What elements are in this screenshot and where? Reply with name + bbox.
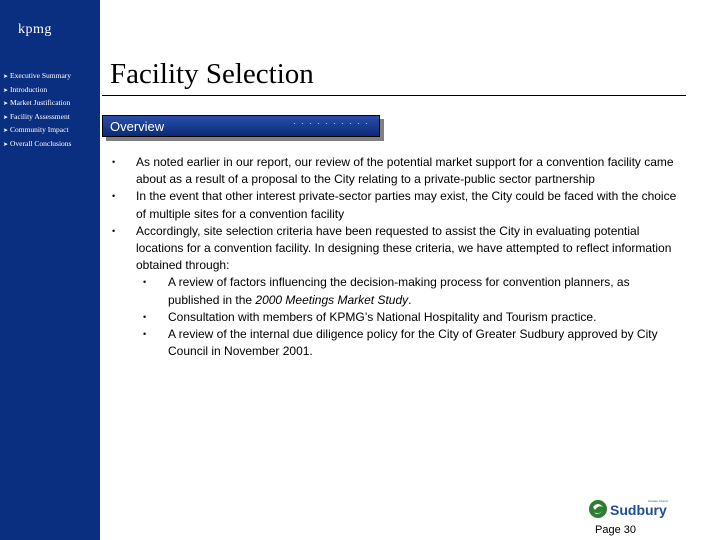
page-number: Page 30 — [595, 524, 636, 536]
sidebar-item-facility-assessment[interactable] — [3, 111, 71, 125]
sidebar-item-label: Executive Summary — [10, 71, 72, 80]
sub-bullet-text: A review of the internal due diligence policy for the City of Greater Sudbury approved by City Council in November 2001. — [168, 327, 658, 359]
arrow-icon: ➤ — [3, 141, 9, 148]
title-divider — [102, 95, 686, 96]
sub-bullet-item — [110, 309, 680, 326]
bullet-item — [110, 223, 680, 275]
arrow-icon: ➤ — [3, 128, 9, 135]
bullet-item — [110, 188, 680, 222]
bullet-text: As noted earlier in our report, our review of the potential market support for a convention facility came about as a result of a proposal to the City relating to a private-public sector partnership — [136, 155, 674, 187]
sidebar-item-label: Facility Assessment — [10, 111, 70, 121]
bullet-icon: • — [143, 329, 147, 340]
sidebar-item-community-impact[interactable] — [3, 124, 71, 138]
sidebar-item-label: Community Impact — [10, 125, 69, 135]
arrow-icon: ➤ — [3, 114, 9, 121]
bullet-item — [110, 154, 680, 188]
bullet-text: Accordingly, site selection criteria have been requested to assist the City in evaluating potential locations for a convention facility. In designing these criteria, we have attempted to reflect information obtained through: — [136, 223, 672, 273]
sidebar-item-overall-conclusions[interactable] — [3, 138, 71, 152]
sidebar-item-introduction[interactable] — [3, 84, 71, 98]
page-title: Facility Selection — [110, 58, 314, 90]
decorative-dots: ·········· — [293, 118, 373, 128]
sidebar-item-market-justification[interactable] — [3, 97, 71, 111]
sub-bullet-item — [110, 274, 680, 308]
section-bar — [102, 115, 380, 137]
sudbury-logo — [588, 495, 670, 523]
bullet-icon: • — [143, 311, 147, 322]
sub-bullet-text-end: . — [408, 292, 412, 307]
section-label: Overview — [110, 119, 165, 134]
arrow-icon: ➤ — [3, 74, 9, 80]
sidebar-item-label: Market Justification — [10, 98, 71, 108]
study-title: 2000 Meetings Market Study — [255, 292, 409, 307]
sudbury-logo-tagline: Greater·Grand — [648, 499, 668, 503]
sudbury-logo-text: Sudbury — [610, 502, 667, 518]
bullet-icon: • — [112, 191, 116, 202]
bullet-text: In the event that other interest private-sector parties may exist, the City could be faced with the choice of multiple sites for a convention facility — [136, 189, 677, 221]
sidebar-nav — [3, 70, 71, 152]
kpmg-logo: kpmg — [18, 22, 52, 37]
sidebar-item-label: Overall Conclusions — [10, 138, 72, 148]
bullet-icon: • — [143, 277, 147, 288]
bullet-icon: • — [112, 157, 116, 167]
content-body — [110, 154, 680, 360]
arrow-icon: ➤ — [3, 101, 9, 108]
sub-bullet-item — [110, 326, 680, 360]
sudbury-emblem-icon — [589, 500, 607, 518]
sidebar-item-label: Introduction — [10, 84, 48, 94]
sub-bullet-text: A review of factors influencing the decision-making process for convention planners, as published in the — [168, 275, 630, 307]
sidebar-item-executive-summary[interactable] — [3, 70, 71, 84]
sidebar — [0, 0, 100, 540]
sub-bullet-text: Consultation with members of KPMG’s National Hospitality and Tourism practice. — [168, 309, 597, 324]
bullet-icon: • — [112, 225, 116, 236]
arrow-icon: ➤ — [3, 87, 9, 94]
